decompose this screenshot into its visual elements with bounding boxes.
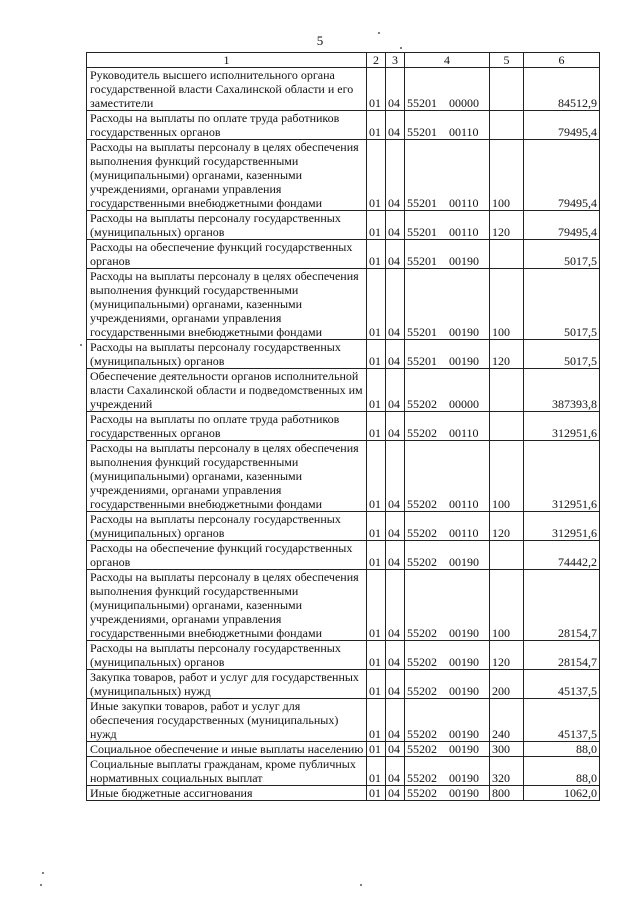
section-code-cell: 01 [367,211,386,240]
target-article-program: 55201 [407,196,437,210]
target-article-program: 55202 [407,727,437,741]
scan-speck [42,872,44,874]
table-row [87,412,600,441]
target-article-direction: 00190 [449,786,479,800]
expense-name-cell: Социальные выплаты гражданам, кроме публичных нормативных социальных выплат [87,757,367,786]
header-cell: 5 [490,53,524,68]
target-article-direction: 00190 [449,555,479,569]
amount-cell: 88,0 [524,757,600,786]
subsection-code-cell: 04 [386,670,405,699]
expense-name-cell: Руководитель высшего исполнительного органа государственной власти Сахалинской области и его заместители [87,68,367,111]
expense-name-cell: Расходы на выплаты по оплате труда работников государственных органов [87,412,367,441]
amount-cell: 5017,5 [524,340,600,369]
target-article-program: 55201 [407,225,437,239]
target-article-direction: 00110 [449,196,479,210]
subsection-code-cell: 04 [386,541,405,570]
header-cell: 3 [386,53,405,68]
subsection-code-cell: 04 [386,757,405,786]
expense-type-cell: 100 [490,140,524,211]
target-article-cell [405,369,490,412]
target-article-direction: 00000 [449,96,479,110]
section-code-cell: 01 [367,699,386,742]
subsection-code-cell: 04 [386,269,405,340]
header-row [87,53,600,68]
amount-cell: 45137,5 [524,699,600,742]
scan-speck [378,32,380,34]
expense-name-cell: Расходы на обеспечение функций государственных органов [87,541,367,570]
subsection-code-cell: 04 [386,68,405,111]
target-article-cell [405,412,490,441]
expense-type-cell: 240 [490,699,524,742]
target-article-cell [405,699,490,742]
target-article-cell [405,570,490,641]
target-article-program: 55202 [407,786,437,800]
table-row [87,68,600,111]
target-article-program: 55201 [407,96,437,110]
target-article-direction: 00110 [449,497,479,511]
table-row [87,340,600,369]
subsection-code-cell: 04 [386,211,405,240]
header-cell: 6 [524,53,600,68]
section-code-cell: 01 [367,570,386,641]
table-row [87,269,600,340]
expense-type-cell: 100 [490,441,524,512]
target-article-direction: 00190 [449,742,479,756]
amount-cell: 312951,6 [524,441,600,512]
expense-name-cell: Расходы на выплаты по оплате труда работников государственных органов [87,111,367,140]
section-code-cell: 01 [367,512,386,541]
table-row [87,369,600,412]
expense-type-cell: 120 [490,641,524,670]
expense-type-cell [490,111,524,140]
expense-type-cell [490,369,524,412]
expense-type-cell [490,541,524,570]
table-row [87,541,600,570]
target-article-program: 55202 [407,426,437,440]
section-code-cell: 01 [367,68,386,111]
amount-cell: 84512,9 [524,68,600,111]
table-row [87,211,600,240]
target-article-direction: 00110 [449,225,479,239]
target-article-cell [405,211,490,240]
subsection-code-cell: 04 [386,340,405,369]
amount-cell: 1062,0 [524,786,600,801]
subsection-code-cell: 04 [386,641,405,670]
section-code-cell: 01 [367,441,386,512]
expense-name-cell: Расходы на выплаты персоналу государственных (муниципальных) органов [87,512,367,541]
target-article-cell [405,541,490,570]
scan-speck [400,47,402,49]
target-article-cell [405,757,490,786]
scan-speck [40,884,42,886]
target-article-program: 55202 [407,526,437,540]
target-article-program: 55202 [407,626,437,640]
target-article-direction: 00190 [449,727,479,741]
section-code-cell: 01 [367,369,386,412]
subsection-code-cell: 04 [386,369,405,412]
scan-speck [80,344,82,346]
target-article-program: 55201 [407,125,437,139]
amount-cell: 5017,5 [524,240,600,269]
amount-cell: 5017,5 [524,269,600,340]
target-article-cell [405,269,490,340]
header-cell: 1 [87,53,367,68]
expense-name-cell: Закупка товаров, работ и услуг для государственных (муниципальных) нужд [87,670,367,699]
target-article-cell [405,111,490,140]
table-row [87,140,600,211]
subsection-code-cell: 04 [386,441,405,512]
target-article-program: 55202 [407,684,437,698]
expense-type-cell: 120 [490,340,524,369]
expense-type-cell: 200 [490,670,524,699]
subsection-code-cell: 04 [386,570,405,641]
expense-type-cell: 320 [490,757,524,786]
expense-name-cell: Расходы на выплаты персоналу в целях обеспечения выполнения функций государственными (муниципальными) органами, казенными учреждениями, органами управления государственными внебюджетными фондами [87,441,367,512]
expense-type-cell [490,412,524,441]
section-code-cell: 01 [367,541,386,570]
subsection-code-cell: 04 [386,240,405,269]
subsection-code-cell: 04 [386,140,405,211]
target-article-program: 55202 [407,555,437,569]
target-article-cell [405,670,490,699]
target-article-direction: 00110 [449,125,479,139]
target-article-cell [405,512,490,541]
section-code-cell: 01 [367,240,386,269]
target-article-direction: 00190 [449,354,479,368]
amount-cell: 312951,6 [524,412,600,441]
target-article-cell [405,742,490,757]
expense-name-cell: Расходы на выплаты персоналу государственных (муниципальных) органов [87,211,367,240]
expense-type-cell: 100 [490,570,524,641]
expense-type-cell: 800 [490,786,524,801]
amount-cell: 79495,4 [524,211,600,240]
subsection-code-cell: 04 [386,512,405,541]
section-code-cell: 01 [367,140,386,211]
target-article-direction: 00190 [449,626,479,640]
expense-name-cell: Расходы на выплаты персоналу в целях обеспечения выполнения функций государственными (муниципальными) органами, казенными учреждениями, органами управления государственными внебюджетными фондами [87,269,367,340]
section-code-cell: 01 [367,742,386,757]
amount-cell: 28154,7 [524,570,600,641]
target-article-program: 55202 [407,771,437,785]
expense-name-cell: Социальное обеспечение и иные выплаты населению [87,742,367,757]
expense-type-cell: 120 [490,512,524,541]
amount-cell: 387393,8 [524,369,600,412]
target-article-program: 55202 [407,655,437,669]
target-article-cell [405,140,490,211]
target-article-direction: 00110 [449,426,479,440]
target-article-direction: 00110 [449,526,479,540]
page-number: 5 [316,33,324,48]
budget-table [86,52,600,801]
expense-type-cell: 300 [490,742,524,757]
table-row [87,570,600,641]
table-row [87,670,600,699]
target-article-cell [405,641,490,670]
amount-cell: 79495,4 [524,140,600,211]
amount-cell: 312951,6 [524,512,600,541]
section-code-cell: 01 [367,340,386,369]
expense-type-cell: 120 [490,211,524,240]
expense-name-cell: Обеспечение деятельности органов исполнительной власти Сахалинской области и подведомственных им учреждений [87,369,367,412]
target-article-direction: 00000 [449,397,479,411]
table-row [87,641,600,670]
subsection-code-cell: 04 [386,742,405,757]
target-article-cell [405,340,490,369]
section-code-cell: 01 [367,786,386,801]
expense-name-cell: Расходы на выплаты персоналу в целях обеспечения выполнения функций государственными (муниципальными) органами, казенными учреждениями, органами управления государственными внебюджетными фондами [87,140,367,211]
table-row [87,742,600,757]
section-code-cell: 01 [367,641,386,670]
target-article-program: 55202 [407,497,437,511]
expense-name-cell: Расходы на обеспечение функций государственных органов [87,240,367,269]
expense-name-cell: Иные бюджетные ассигнования [87,786,367,801]
section-code-cell: 01 [367,269,386,340]
header-cell: 4 [405,53,490,68]
target-article-direction: 00190 [449,254,479,268]
target-article-direction: 00190 [449,771,479,785]
amount-cell: 74442,2 [524,541,600,570]
table-row [87,512,600,541]
section-code-cell: 01 [367,670,386,699]
target-article-cell [405,240,490,269]
target-article-cell [405,68,490,111]
expense-name-cell: Иные закупки товаров, работ и услуг для обеспечения государственных (муниципальных) нужд [87,699,367,742]
table-row [87,441,600,512]
expense-name-cell: Расходы на выплаты персоналу государственных (муниципальных) органов [87,641,367,670]
amount-cell: 79495,4 [524,111,600,140]
table-row [87,757,600,786]
subsection-code-cell: 04 [386,699,405,742]
section-code-cell: 01 [367,757,386,786]
target-article-program: 55202 [407,742,437,756]
subsection-code-cell: 04 [386,786,405,801]
subsection-code-cell: 04 [386,412,405,441]
section-code-cell: 01 [367,111,386,140]
header-cell: 2 [367,53,386,68]
expense-type-cell [490,68,524,111]
section-code-cell: 01 [367,412,386,441]
target-article-program: 55201 [407,354,437,368]
table-row [87,240,600,269]
table-row [87,111,600,140]
expense-type-cell [490,240,524,269]
table-row [87,786,600,801]
amount-cell: 45137,5 [524,670,600,699]
scan-speck [360,884,362,886]
target-article-cell [405,441,490,512]
subsection-code-cell: 04 [386,111,405,140]
target-article-program: 55202 [407,397,437,411]
target-article-cell [405,786,490,801]
amount-cell: 88,0 [524,742,600,757]
expense-name-cell: Расходы на выплаты персоналу в целях обеспечения выполнения функций государственными (муниципальными) органами, казенными учреждениями, органами управления государственными внебюджетными фондами [87,570,367,641]
target-article-program: 55201 [407,325,437,339]
target-article-direction: 00190 [449,684,479,698]
amount-cell: 28154,7 [524,641,600,670]
expense-type-cell: 100 [490,269,524,340]
target-article-program: 55201 [407,254,437,268]
expense-name-cell: Расходы на выплаты персоналу государственных (муниципальных) органов [87,340,367,369]
target-article-direction: 00190 [449,655,479,669]
table-row [87,699,600,742]
target-article-direction: 00190 [449,325,479,339]
